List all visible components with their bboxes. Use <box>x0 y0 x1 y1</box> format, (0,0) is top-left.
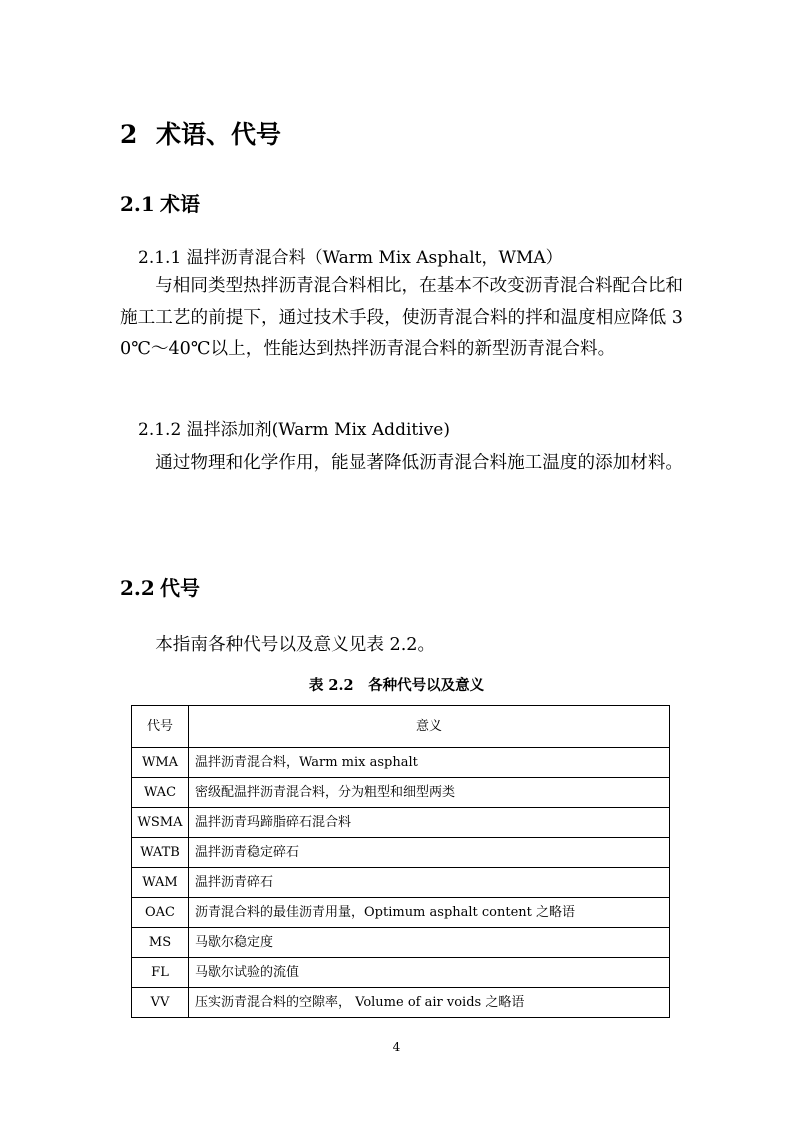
table-row <box>132 958 670 988</box>
meaning-cell: 温拌沥青稳定碎石 <box>189 838 670 868</box>
meaning-cell: 温拌沥青混合料，Warm mix asphalt <box>189 748 670 778</box>
table-caption: 表 2.2 各种代号以及意义 <box>308 677 485 694</box>
section-number: 2.1 <box>120 192 155 216</box>
header-meaning: 意义 <box>189 706 670 748</box>
section-heading-codes <box>120 574 200 602</box>
codes-intro: 本指南各种代号以及意义见表 2.2。 <box>155 635 436 655</box>
meaning-cell: 沥青混合料的最佳沥青用量，Optimum asphalt content 之略语 <box>189 898 670 928</box>
meaning-cell: 马歇尔试验的流值 <box>189 958 670 988</box>
section-title: 术语 <box>160 192 200 216</box>
table-row <box>132 988 670 1018</box>
term-heading-wma: 2.1.1 温拌沥青混合料（Warm Mix Asphalt，WMA） <box>138 248 563 268</box>
code-cell: WMA <box>132 748 189 778</box>
chapter-number: 2 <box>120 120 138 149</box>
section-number: 2.2 <box>120 576 155 600</box>
code-cell: OAC <box>132 898 189 928</box>
table-header-row <box>132 706 670 748</box>
meaning-cell: 温拌沥青玛蹄脂碎石混合料 <box>189 808 670 838</box>
code-cell: WAM <box>132 868 189 898</box>
chapter-title: 术语、代号 <box>156 120 282 149</box>
code-cell: WSMA <box>132 808 189 838</box>
table-row <box>132 748 670 778</box>
section-heading-terms <box>120 190 200 218</box>
header-code: 代号 <box>132 706 189 748</box>
meaning-cell: 密级配温拌沥青混合料，分为粗型和细型两类 <box>189 778 670 808</box>
term-heading-additive: 2.1.2 温拌添加剂(Warm Mix Additive) <box>138 420 450 440</box>
table-row <box>132 808 670 838</box>
codes-table <box>131 705 670 1018</box>
table-row <box>132 838 670 868</box>
meaning-cell: 温拌沥青碎石 <box>189 868 670 898</box>
table-row <box>132 928 670 958</box>
meaning-cell: 马歇尔稳定度 <box>189 928 670 958</box>
term-definition-additive: 通过物理和化学作用，能显著降低沥青混合料施工温度的添加材料。 <box>155 453 684 473</box>
table-row <box>132 868 670 898</box>
code-cell: MS <box>132 928 189 958</box>
code-cell: VV <box>132 988 189 1018</box>
term-definition-wma: 与相同类型热拌沥青混合料相比，在基本不改变沥青混合料配合比和施工工艺的前提下，通过技术手段，使沥青混合料的拌和温度相应降低 30℃～40℃以上，性能达到热拌沥青混合料的新型沥青混合料。 <box>120 276 684 359</box>
section-title: 代号 <box>160 576 200 600</box>
meaning-cell: 压实沥青混合料的空隙率， Volume of air voids 之略语 <box>189 988 670 1018</box>
code-cell: WAC <box>132 778 189 808</box>
chapter-heading <box>120 118 281 152</box>
table-row <box>132 778 670 808</box>
page-number: 4 <box>392 1040 401 1054</box>
code-cell: WATB <box>132 838 189 868</box>
table-row <box>132 898 670 928</box>
code-cell: FL <box>132 958 189 988</box>
